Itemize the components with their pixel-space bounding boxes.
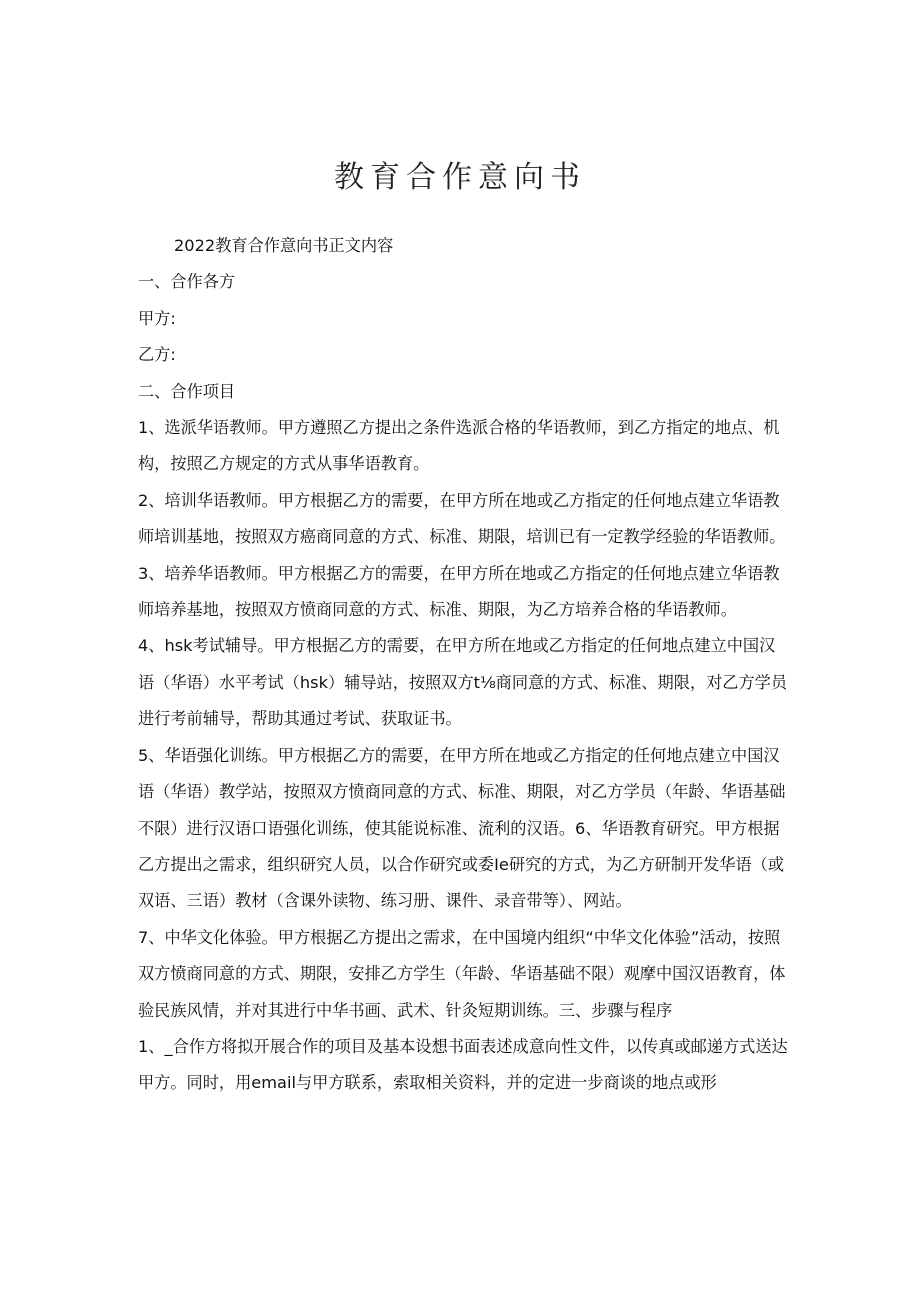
document-title: 教育合作意向书 — [334, 160, 586, 195]
section-heading-projects: 二、合作项目 — [138, 381, 236, 401]
party-b-line: 乙方: — [138, 345, 176, 365]
section-heading-parties: 一、合作各方 — [138, 272, 236, 292]
project-item-1: 1、选派华语教师。甲方遵照乙方提出之条件选派合格的华语教师，到乙方指定的地点、机构，按照乙方规定的方式从事华语教育。 — [138, 418, 780, 474]
document-subtitle: 2022教育合作意向书正文内容 — [174, 236, 394, 255]
procedure-item-1: 1、_合作方将拟开展合作的项目及基本设想书面表述成意向性文件，以传真或邮递方式送达甲方。同时，用email与甲方联系，索取相关资料，并的定进一步商谈的地点或形 — [138, 1036, 788, 1093]
project-item-4: 4、hsk考试辅导。甲方根据乙方的需要，在甲方所在地或乙方指定的任何地点建立中国汉语（华语）水平考试（hsk）辅导站，按照双方t⅛商同意的方式、标准、期限，对乙方学员进行考前辅导，帮助其通过考试、获取证书。 — [138, 636, 788, 729]
project-item-5-6: 5、华语强化训练。甲方根据乙方的需要，在甲方所在地或乙方指定的任何地点建立中国汉语（华语）教学站，按照双方愤商同意的方式、标准、期限，对乙方学员（年龄、华语基础不限）进行汉语口语强化训练，使其能说标准、流利的汉语。6、华语教育研究。甲方根据乙方提出之需求，组织研究人员，以合作研究或委Ie研究的方式，为乙方研制开发华语（或双语、三语）教材（含课外读物、练习册、课件、录音带等）、网站。 — [138, 745, 786, 911]
project-item-2: 2、培训华语教师。甲方根据乙方的需要，在甲方所在地或乙方指定的任何地点建立华语教师培训基地，按照双方癌商同意的方式、标准、期限，培训已有一定教学经验的华语教师。 — [138, 490, 786, 547]
party-a-line: 甲方: — [138, 308, 176, 328]
project-item-7: 7、中华文化体验。甲方根据乙方提出之需求，在中国境内组织“中华文化体验”活动，按照双方愤商同意的方式、期限，安排乙方学生（年龄、华语基础不限）观摩中国汉语教育，体验民族风情，并对其进行中华书画、武术、针灸短期训练。三、步骤与程序 — [138, 927, 786, 1020]
document-body — [138, 228, 788, 1102]
project-item-3: 3、培养华语教师。甲方根据乙方的需要，在甲方所在地或乙方指定的任何地点建立华语教师培养基地，按照双方愤商同意的方式、标准、期限，为乙方培养合格的华语教师。 — [138, 563, 780, 620]
